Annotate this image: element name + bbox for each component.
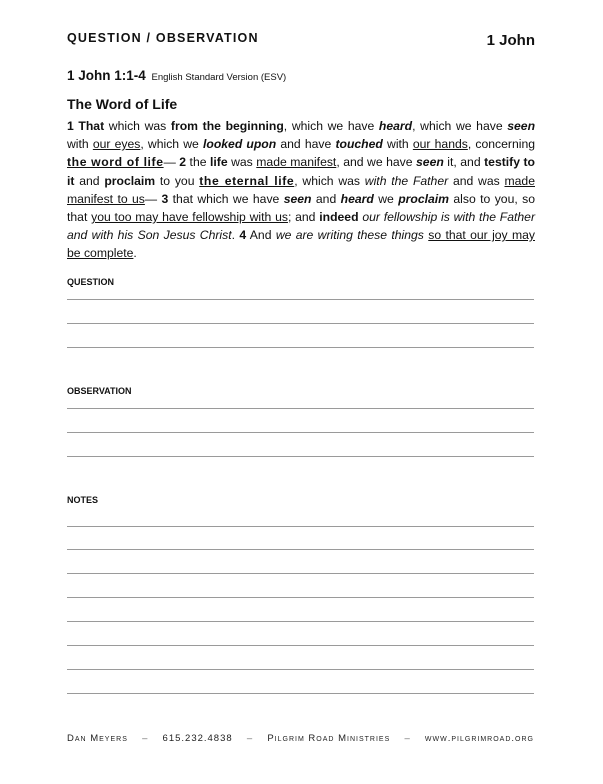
passage-reference: 1 John 1:1-4 — [67, 68, 146, 83]
passage-segment: the eternal life — [199, 173, 295, 188]
notes-line[interactable] — [67, 573, 534, 574]
passage-segment: and have — [276, 137, 336, 152]
passage-segment: also to you, so that — [67, 191, 536, 225]
passage-segment: and — [311, 191, 341, 206]
author-name: Dan Meyers — [67, 733, 128, 744]
passage-segment: , which we have — [283, 119, 379, 133]
passage-segment: our hands — [412, 137, 468, 152]
worksheet-title: QUESTION / OBSERVATION — [67, 31, 259, 45]
passage-segment: touched — [335, 137, 383, 152]
passage-segment: our eyes — [92, 137, 141, 152]
passage-segment: 3 — [161, 191, 169, 206]
scripture-passage — [67, 117, 535, 263]
passage-segment: , and we have — [336, 155, 417, 170]
passage-segment: was — [227, 155, 257, 170]
passage-segment: our fellowship is with the Father and with his Son Jesus Christ — [67, 210, 536, 243]
passage-segment: with the Father — [364, 173, 449, 188]
passage-segment: and — [74, 173, 105, 188]
passage-segment: seen — [416, 155, 444, 170]
passage-segment: we are writing these things — [275, 228, 424, 243]
phone-number: 615.232.4838 — [162, 733, 233, 744]
passage-segment: that which we have — [168, 191, 284, 206]
question-line[interactable] — [67, 299, 534, 300]
passage-segment: 2 — [179, 155, 187, 170]
footer-separator: – — [246, 733, 254, 744]
passage-segment: 4 — [239, 228, 247, 243]
passage-segment: ; and — [287, 210, 320, 225]
passage-segment: , which was — [294, 173, 365, 188]
passage-heading: The Word of Life — [67, 96, 178, 112]
book-title: 1 John — [486, 32, 535, 49]
website-link[interactable]: www.pilgrimroad.org — [424, 733, 534, 744]
passage-segment: indeed — [319, 210, 359, 225]
passage-segment: to you — [155, 173, 200, 188]
observation-line[interactable] — [67, 408, 534, 409]
passage-segment: proclaim — [104, 173, 156, 188]
observation-line[interactable] — [67, 432, 534, 433]
passage-segment: made manifest — [256, 155, 337, 170]
scripture-reference — [67, 68, 286, 83]
question-line[interactable] — [67, 323, 534, 324]
passage-segment: . — [133, 246, 137, 261]
notes-label: NOTES — [67, 495, 99, 505]
passage-segment: you too may have fellowship with us — [91, 210, 288, 225]
notes-line[interactable] — [67, 597, 534, 598]
passage-segment: , which we have — [412, 119, 508, 133]
passage-segment: the word of life — [67, 155, 164, 170]
passage-segment: — — [163, 155, 180, 170]
footer — [67, 733, 534, 744]
passage-segment: , which we — [140, 137, 203, 152]
passage-segment: looked upon — [202, 137, 277, 152]
notes-line[interactable] — [67, 621, 534, 622]
passage-segment: seen — [283, 191, 312, 206]
passage-segment: we — [373, 191, 399, 206]
passage-segment: 1 That — [67, 119, 105, 133]
passage-segment: and was — [448, 173, 505, 188]
organization-name: Pilgrim Road Ministries — [267, 733, 391, 744]
passage-segment: from the beginning — [170, 119, 284, 133]
passage-segment: made manifest to us — [67, 173, 535, 206]
passage-segment: , concerning — [467, 137, 536, 152]
notes-line[interactable] — [67, 549, 534, 550]
passage-segment: the — [186, 155, 210, 170]
notes-line[interactable] — [67, 526, 534, 527]
passage-segment: proclaim — [398, 191, 450, 206]
passage-segment: heard — [378, 119, 413, 133]
question-line[interactable] — [67, 347, 534, 348]
passage-segment: seen — [507, 119, 536, 133]
passage-segment: with — [382, 137, 413, 152]
passage-segment: heard — [340, 191, 374, 206]
passage-segment: And — [246, 228, 276, 243]
notes-line[interactable] — [67, 693, 534, 694]
passage-segment: . — [231, 228, 240, 243]
passage-segment: it, and — [443, 155, 485, 170]
passage-segment: — — [144, 191, 162, 206]
passage-segment: with — [67, 137, 93, 152]
footer-separator: – — [142, 733, 149, 744]
question-label: QUESTION — [67, 277, 115, 287]
bible-version: English Standard Version (ESV) — [151, 72, 287, 83]
observation-line[interactable] — [67, 456, 534, 457]
notes-line[interactable] — [67, 645, 534, 646]
passage-segment: which was — [104, 119, 171, 133]
footer-separator: – — [404, 733, 411, 744]
passage-segment: testify to it — [67, 155, 536, 188]
passage-segment: life — [210, 155, 228, 170]
notes-line[interactable] — [67, 669, 534, 670]
observation-label: OBSERVATION — [67, 386, 132, 396]
passage-segment: so that our joy may be complete — [67, 228, 536, 261]
